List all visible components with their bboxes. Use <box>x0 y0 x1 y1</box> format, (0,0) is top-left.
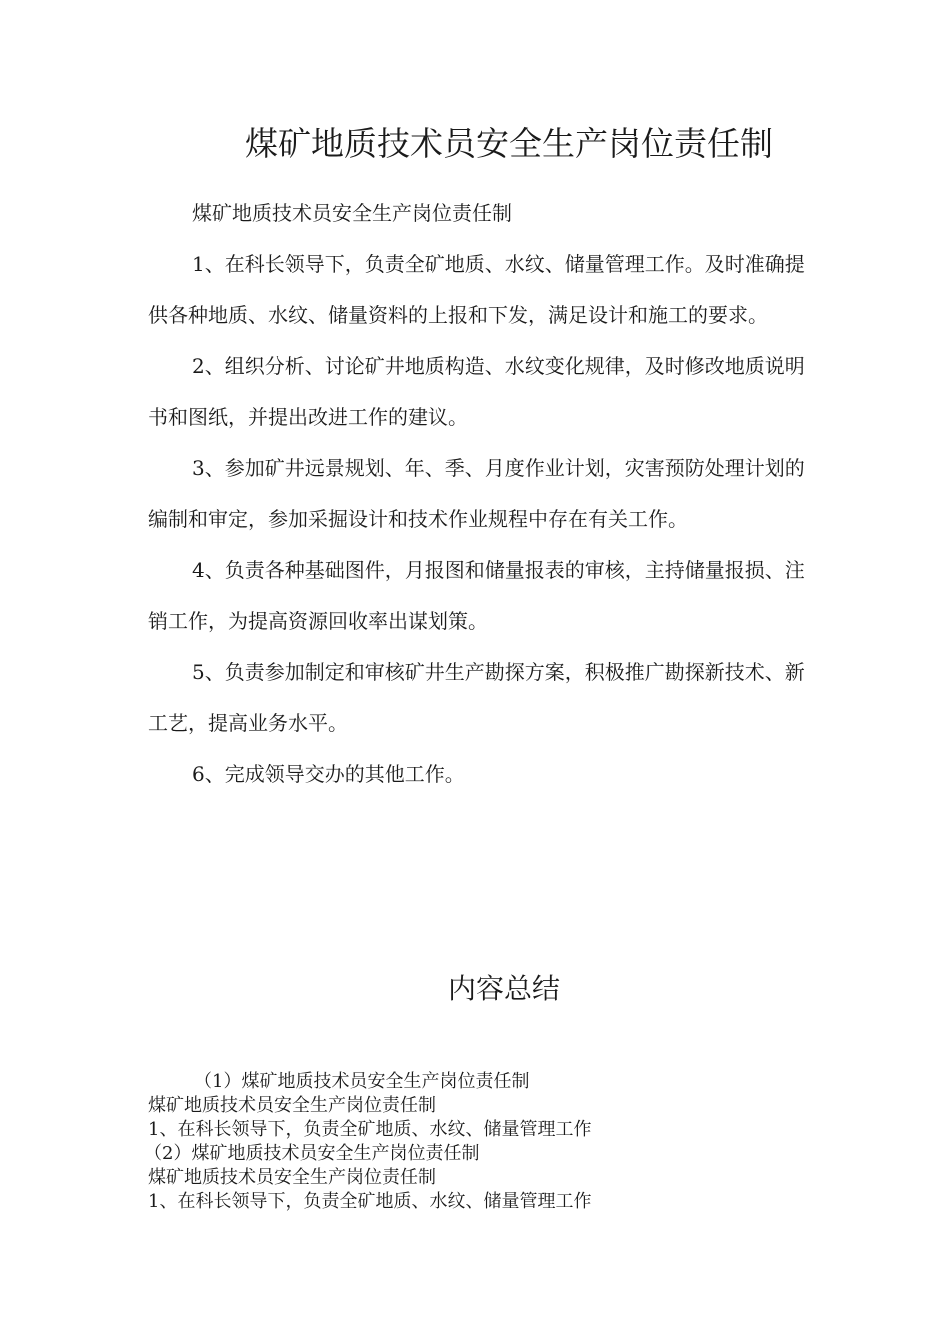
summary-line: 煤矿地质技术员安全生产岗位责任制 <box>148 1095 436 1116</box>
summary-line: 1、在科长领导下，负责全矿地质、水纹、储量管理工作 <box>148 1119 592 1140</box>
document-title: 煤矿地质技术员安全生产岗位责任制 <box>245 124 773 163</box>
paragraph-item-4: 4、负责各种基础图件，月报图和储量报表的审核，主持储量报损、注销工作，为提高资源回收率出谋划策。 <box>148 558 805 633</box>
summary-line: 1、在科长领导下，负责全矿地质、水纹、储量管理工作 <box>148 1191 592 1212</box>
summary-line: （2）煤矿地质技术员安全生产岗位责任制 <box>144 1143 480 1164</box>
paragraph-item-5: 5、负责参加制定和审核矿井生产勘探方案，积极推广勘探新技术、新工艺，提高业务水平。 <box>148 660 805 735</box>
summary-title: 内容总结 <box>447 972 560 1005</box>
paragraph-item-2: 2、组织分析、讨论矿井地质构造、水纹变化规律，及时修改地质说明书和图纸，并提出改进工作的建议。 <box>148 354 805 429</box>
paragraph-item-1: 1、在科长领导下，负责全矿地质、水纹、储量管理工作。及时准确提供各种地质、水纹、储量资料的上报和下发，满足设计和施工的要求。 <box>148 252 805 327</box>
paragraph-item-3: 3、参加矿井远景规划、年、季、月度作业计划，灾害预防处理计划的编制和审定，参加采掘设计和技术作业规程中存在有关工作。 <box>148 456 805 531</box>
summary-line: 煤矿地质技术员安全生产岗位责任制 <box>148 1167 436 1188</box>
paragraph-item-6: 6、完成领导交办的其他工作。 <box>192 762 465 786</box>
paragraph-heading: 煤矿地质技术员安全生产岗位责任制 <box>192 201 512 225</box>
summary-list <box>144 1070 848 1214</box>
document-body <box>148 188 808 800</box>
summary-line: （1）煤矿地质技术员安全生产岗位责任制 <box>194 1071 530 1092</box>
